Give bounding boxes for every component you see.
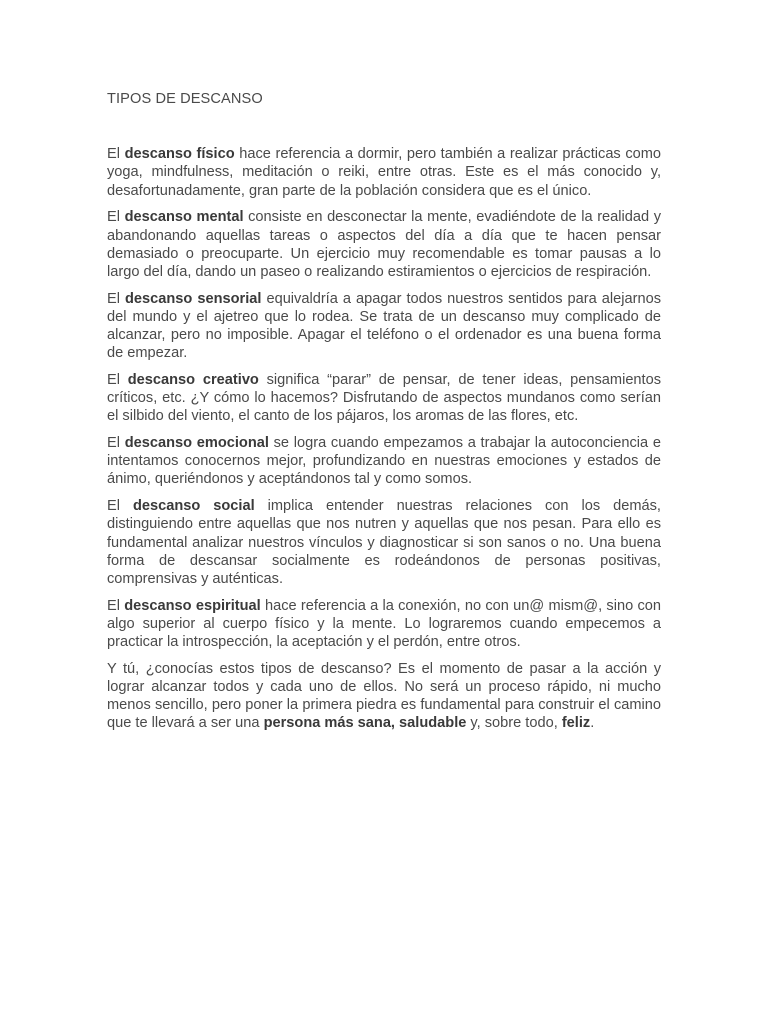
text-run: implica entender nuestras relaciones con los demás, distinguiendo entre aquellas que nos nutren y aquellas que nos pesan. Para ello es fundamental analizar nuestros vínculos y diagnosticar si son sanos o no. Una buena forma de descansar socialmente es rodeándonos de personas positivas, comprensivas y auténticas. — [107, 498, 661, 587]
paragraph — [107, 497, 661, 588]
bold-term: descanso sensorial — [125, 290, 262, 307]
text-run: El — [107, 498, 133, 515]
text-run: El — [107, 209, 125, 226]
document-body — [107, 145, 661, 732]
bold-term: descanso social — [132, 498, 255, 515]
text-run: hace referencia a dormir, pero también a realizar prácticas como yoga, mindfulness, meditación o reiki, entre otras. Este es el más conocido y, desafortunadamente, gran parte de la población considera que es el único. — [107, 146, 662, 199]
paragraph — [107, 371, 661, 426]
bold-term: persona más sana, saludable — [263, 715, 467, 732]
paragraph — [107, 597, 661, 652]
text-run: consiste en desconectar la mente, evadiéndote de la realidad y abandonando aquellas tareas o aspectos del día a día que te hacen pensar demasiado o preocuparte. Un ejercicio muy recomendable es tomar pausas a lo largo del día, dando un paseo o realizando estiramientos o ejercicios de respiración. — [107, 209, 662, 280]
bold-term: feliz — [561, 715, 591, 732]
paragraph — [107, 208, 661, 281]
text-run: equivaldría a apagar todos nuestros sentidos para alejarnos del mundo y el ajetreo que lo rodea. Se trata de un descanso muy complicado de alcanzar, pero no imposible. Apagar el teléfono o el ordenador es una buena forma de empezar. — [107, 290, 662, 362]
paragraph — [107, 660, 661, 733]
paragraph — [107, 290, 661, 363]
text-run: hace referencia a la conexión, no con un@ mism@, sino con algo superior al cuerpo físico y la mente. Lo lograremos cuando empecemos a practicar la introspección, la aceptación y el perdón, entre otros. — [107, 597, 661, 651]
paragraph — [107, 434, 661, 489]
document-title: TIPOS DE DESCANSO — [107, 91, 263, 107]
text-run: y, sobre todo, — [466, 715, 562, 732]
text-run: El — [107, 290, 125, 307]
text-run: Y tú, ¿conocías estos tipos de descanso? Es el momento de pasar a la acción y lograr alcanzar todos y cada uno de ellos. No será un proceso rápido, ni mucho menos sencillo, pero poner la primera piedra es fundamental para construir el camino que te llevará a ser una — [107, 660, 661, 732]
bold-term: descanso creativo — [127, 371, 259, 388]
bold-term: descanso emocional — [124, 435, 269, 452]
document-page — [107, 90, 661, 741]
bold-term: descanso espiritual — [124, 597, 261, 614]
text-run: El — [107, 597, 125, 614]
text-run: se logra cuando empezamos a trabajar la autoconciencia e intentamos conocernos mejor, profundizando en nuestras emociones y estados de ánimo, queriéndonos y aceptándonos tal y como somos. — [107, 435, 661, 488]
text-run: El — [107, 371, 128, 388]
text-run: significa “parar” de pensar, de tener ideas, pensamientos críticos, etc. ¿Y cómo lo hacemos? Disfrutando de aspectos mundanos como serían el silbido del viento, el canto de los pájaros, los aromas de las flores, etc. — [107, 371, 662, 425]
text-run: El — [107, 146, 125, 163]
paragraph — [107, 145, 661, 200]
text-run: El — [107, 435, 125, 452]
bold-term: descanso físico — [124, 146, 235, 163]
bold-term: descanso mental — [124, 209, 244, 226]
text-run: . — [590, 715, 595, 732]
